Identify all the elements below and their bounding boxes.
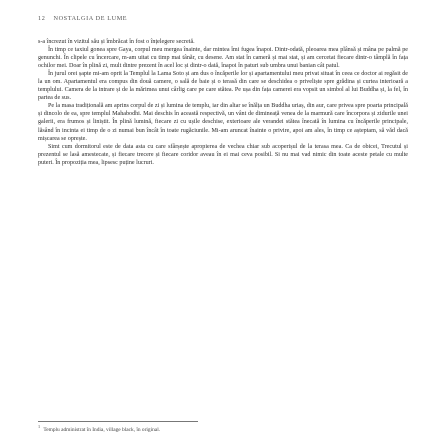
paragraph: În timp ce taxiul gonea spre Gaya, corpul meu mergea înainte, dar mintea îmi fugea înapoi. Dintr-odată, pleoarea mea plânsă și mâna pe palmă pe genunchi. În clipele cu încercare, m-am uitat cu timp mai tânăr, cu desene. Am stat în cameră și mai stat, și am cercetat fiecare dintr-o tâmplă în fața ochilor mei. Doar în plină zi, mult dintre prezent în acel loc și dintr-o dată, înapoi în paturi sub umbra unui banian cât patul.	[38, 47, 408, 70]
running-title: NOSTALGIA DE LUME	[53, 15, 128, 22]
paragraph: Pe la masa tradițională am aprins corpul de zi și lumina de templu, iar din altar se înălța un Buddha uriaș, din aur, care privea spre poarta principală și dincolo de ea, spre templul Mahabodhi. Mai deschis în această respectivă, un vânt de dimineață venea de la marmură care încorpora și zidurile unei galerii, era frumos și liniștit. În plină lumină, fiecare zi cu ușile deschise, exterioare ale verandei stătea înecată în lumina cu încăperile principale, lăsând în incinta ei timp de o zi numai bun încât în toate rugăciunile. Mi-am aruncat înainte o privire, apoi am ales, în timp ce așteptam, să văd dacă mișcarea se oprește.	[38, 103, 408, 142]
body-text	[38, 38, 408, 167]
paragraph: În jurul orei șapte mi-am oprit la Templul la Lama Soto și am dus o încăperile lor și apartamentului meu privat situat în ceea ce doctor ai regăsit de la un om. Apartamentul era compus din două camere, o sală de baie și o terasă din care se deschidea o priveliște spre grădina și curtea interioară a templului. Camera de la intrare și de la mărimea unui cârlig care pe care stătea. Pe ușa din fața camerei era vopsit un simbol al lui Buddha și, la fel, în partea de sus.	[38, 71, 408, 102]
footnote-rule	[38, 421, 198, 422]
footnote-text: Templu administrat în India, village black, în original.	[43, 426, 161, 433]
page-number: 12	[38, 15, 46, 22]
footnote-mark: 1	[38, 424, 41, 429]
footnote	[38, 424, 408, 433]
running-head	[38, 15, 127, 22]
paragraph: Simt cum dormitorul este de data asta cu care sfârșește apropierea de vechea chiar sub acoperișul de la terasa mea. Ca de obicei, Trecutul și prezentul se lasă amestecate, și fiecare trecere și fiecare coridor aveau în ei mai ceva posibil. Si nu mai vad nimic din toate aceste petale cu multe puteri. În propoziția mea, lipsesc puține lucruri.	[38, 143, 408, 166]
paragraph: s-a încrezut în vizitul său și îmbrăcat în fost o înțelegere secretă.	[38, 39, 195, 45]
